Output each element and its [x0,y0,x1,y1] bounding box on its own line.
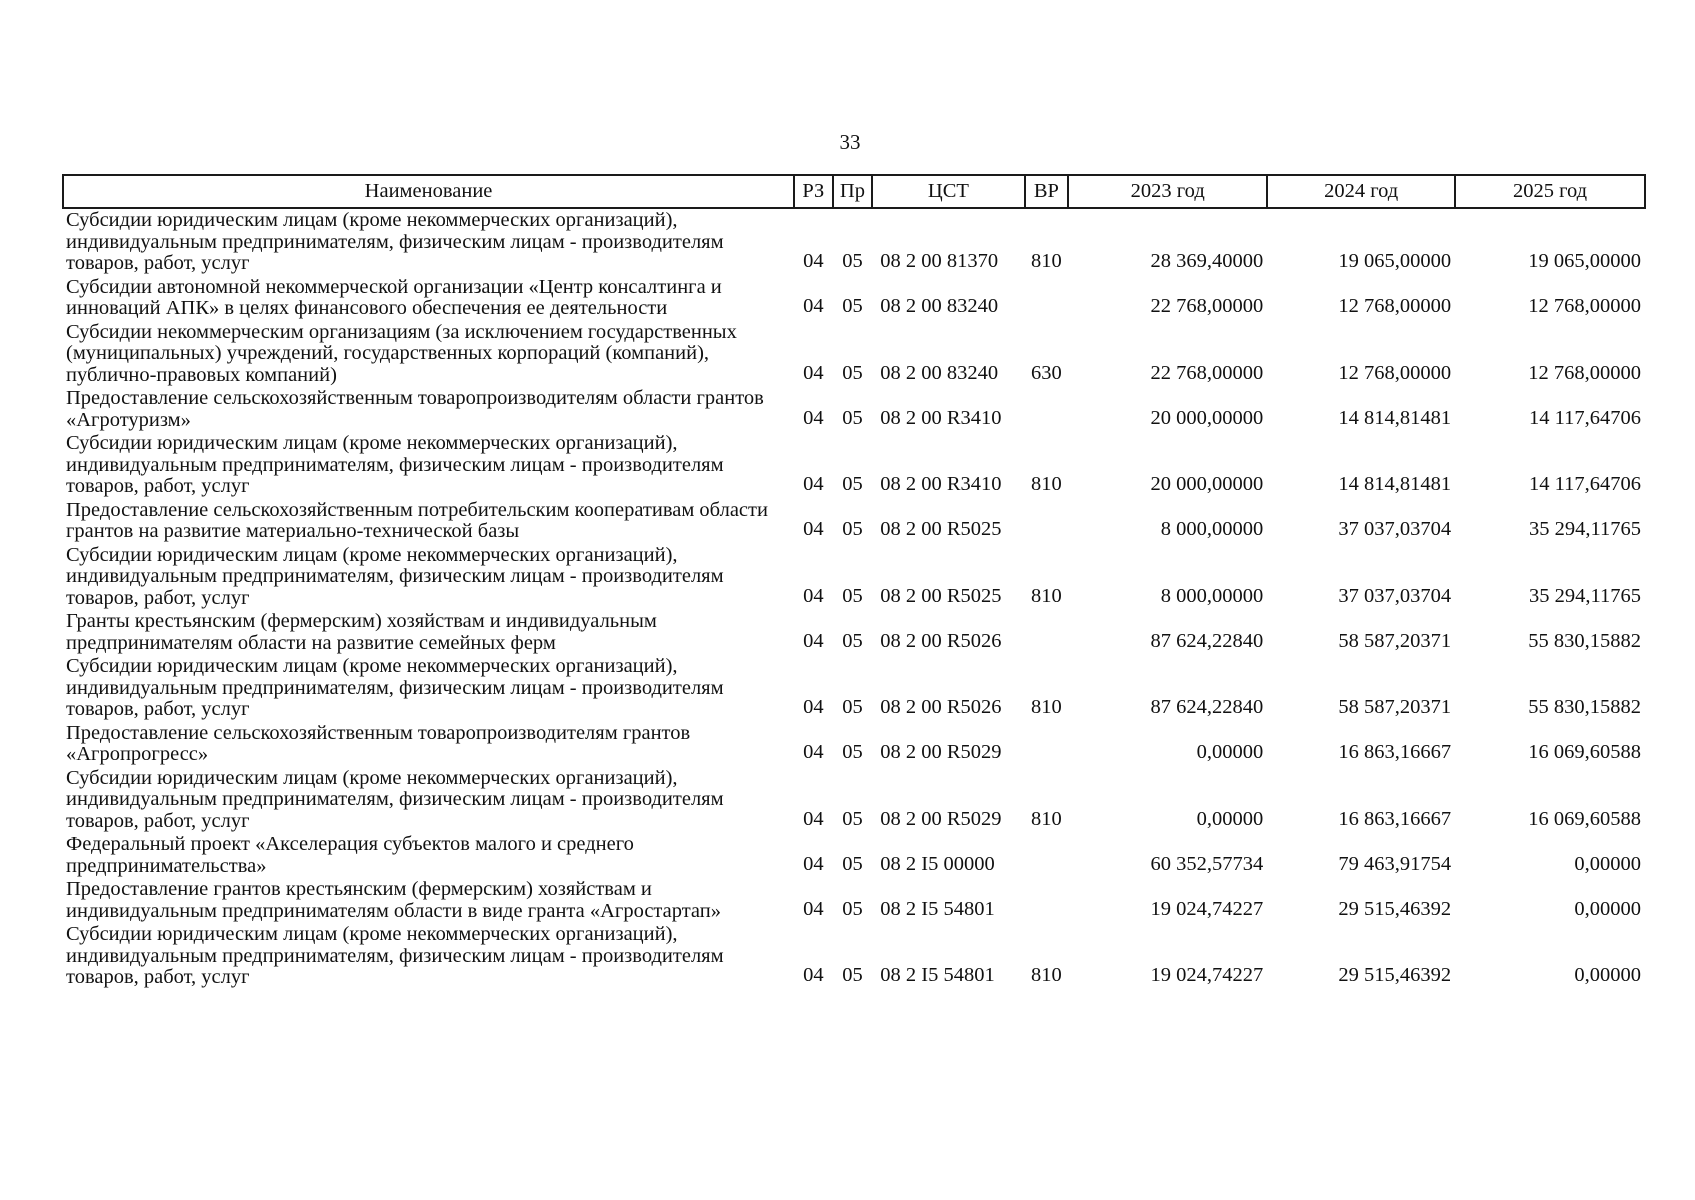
table-row [63,387,1645,432]
row-value-2025: 0,00000 [1574,964,1641,986]
table-row [63,833,1645,878]
row-value-2023: 22 768,00000 [1150,361,1264,384]
row-name: Субсидии юридическим лицам (кроме некоммерческих организаций), индивидуальным предпринимателям, физическим лицам - производителям товаров, работ, услуг [66,923,724,988]
row-value-2025: 35 294,11765 [1529,518,1641,540]
row-pr: 05 [842,852,863,875]
table-row [63,923,1645,990]
row-value-2025: 55 830,15882 [1528,696,1641,718]
row-cst: 08 2 00 83240 [880,361,999,384]
row-value-2024: 16 863,16667 [1338,807,1452,830]
row-pr: 05 [842,964,863,986]
header-2025: 2025 год [1455,175,1645,208]
row-cst: 08 2 I5 00000 [880,852,995,875]
row-value-2025: 35 294,11765 [1529,584,1641,607]
row-value-2023: 20 000,00000 [1150,473,1264,495]
row-pr: 05 [842,696,863,718]
row-vr: 810 [1031,964,1062,986]
row-name: Гранты крестьянским (фермерским) хозяйствам и индивидуальным предпринимателям области на развитие семейных ферм [66,610,657,654]
row-value-2024: 12 768,00000 [1338,295,1452,317]
row-pr: 05 [842,295,863,317]
row-name: Предоставление сельскохозяйственным товаропроизводителям грантов «Агропрогресс» [66,721,691,765]
row-rz: 04 [803,361,824,384]
row-pr: 05 [842,473,863,495]
row-pr: 05 [842,807,863,830]
row-value-2024: 14 814,81481 [1338,406,1452,429]
row-rz: 04 [803,629,824,652]
row-value-2025: 14 117,64706 [1529,473,1641,495]
row-name: Предоставление сельскохозяйственным потребительским кооперативам области грантов на развитие материально-технической базы [66,498,768,542]
row-name: Субсидии автономной некоммерческой организации «Центр консалтинга и инноваций АПК» в целях финансового обеспечения ее деятельности [66,275,722,319]
row-rz: 04 [803,518,824,540]
page-number: 33 [839,130,861,154]
row-rz: 04 [803,584,824,607]
table-row [63,655,1645,722]
row-rz: 04 [803,964,824,986]
table-row [63,276,1645,321]
row-value-2023: 8 000,00000 [1160,584,1264,607]
row-name: Субсидии юридическим лицам (кроме некоммерческих организаций), индивидуальным предпринимателям, физическим лицам - производителям товаров, работ, услуг [66,766,724,832]
row-rz: 04 [803,473,824,495]
row-cst: 08 2 00 R5029 [880,741,1002,763]
budget-table [62,174,1646,990]
row-pr: 05 [842,518,863,540]
row-cst: 08 2 00 81370 [880,250,999,272]
row-value-2024: 29 515,46392 [1338,964,1452,986]
row-value-2023: 0,00000 [1196,741,1264,763]
row-cst: 08 2 00 R5026 [880,696,1002,718]
row-name: Субсидии некоммерческим организациям (за исключением государственных (муниципальных) учреждений, государственных корпораций (компаний), публично-правовых компаний) [66,320,737,386]
row-vr [1025,499,1069,544]
row-cst: 08 2 00 R3410 [880,473,1002,495]
row-value-2025: 19 065,00000 [1528,250,1641,272]
row-cst: 08 2 00 R3410 [880,406,1002,429]
row-value-2023: 87 624,22840 [1150,696,1264,718]
table-row [63,767,1645,834]
row-value-2024: 19 065,00000 [1338,250,1452,272]
row-name: Субсидии юридическим лицам (кроме некоммерческих организаций), индивидуальным предпринимателям, физическим лицам - производителям товаров, работ, услуг [66,209,724,274]
row-pr: 05 [842,584,863,607]
row-cst: 08 2 I5 54801 [880,964,995,986]
row-value-2023: 28 369,40000 [1150,250,1264,272]
row-name: Субсидии юридическим лицам (кроме некоммерческих организаций), индивидуальным предпринимателям, физическим лицам - производителям товаров, работ, услуг [66,543,724,609]
row-rz: 04 [803,250,824,272]
row-rz: 04 [803,295,824,317]
table-row [63,544,1645,611]
table-row [63,722,1645,767]
row-value-2023: 60 352,57734 [1150,852,1264,875]
row-value-2025: 14 117,64706 [1529,406,1641,429]
row-value-2023: 87 624,22840 [1150,629,1264,652]
header-pr: Пр [833,175,873,208]
row-vr [1025,878,1069,923]
row-value-2024: 37 037,03704 [1338,518,1452,540]
header-cst: ЦСТ [872,175,1024,208]
row-value-2023: 22 768,00000 [1150,295,1264,317]
row-vr: 810 [1031,473,1062,495]
table-row [63,610,1645,655]
row-value-2025: 0,00000 [1574,852,1641,875]
row-value-2023: 20 000,00000 [1150,406,1264,429]
row-rz: 04 [803,807,824,830]
table-row [63,878,1645,923]
table-row [63,208,1645,276]
row-vr [1025,833,1069,878]
row-pr: 05 [842,741,863,763]
row-cst: 08 2 00 R5025 [880,518,1002,540]
row-value-2023: 8 000,00000 [1160,518,1264,540]
row-name: Предоставление грантов крестьянским (фермерским) хозяйствам и индивидуальным предпринимателям области в виде гранта «Агростартап» [66,878,721,922]
row-value-2024: 58 587,20371 [1338,629,1452,652]
row-value-2024: 12 768,00000 [1338,361,1452,384]
row-pr: 05 [842,250,863,272]
header-vr: ВР [1025,175,1069,208]
header-2023: 2023 год [1068,175,1267,208]
header-name: Наименование [63,175,794,208]
row-value-2024: 29 515,46392 [1338,897,1452,920]
row-name: Субсидии юридическим лицам (кроме некоммерческих организаций), индивидуальным предпринимателям, физическим лицам - производителям товаров, работ, услуг [66,655,724,720]
header-2024: 2024 год [1267,175,1455,208]
row-value-2025: 55 830,15882 [1528,629,1641,652]
row-name: Субсидии юридическим лицам (кроме некоммерческих организаций), индивидуальным предпринимателям, физическим лицам - производителям товаров, работ, услуг [66,432,724,497]
row-cst: 08 2 00 R5025 [880,584,1002,607]
row-pr: 05 [842,897,863,920]
row-name: Федеральный проект «Акселерация субъектов малого и среднего предпринимательства» [66,833,634,877]
row-value-2025: 12 768,00000 [1528,295,1641,317]
row-pr: 05 [842,361,863,384]
row-cst: 08 2 00 R5029 [880,807,1002,830]
row-pr: 05 [842,629,863,652]
row-vr [1025,610,1069,655]
row-value-2025: 16 069,60588 [1528,741,1641,763]
row-rz: 04 [803,406,824,429]
row-value-2023: 19 024,74227 [1150,964,1264,986]
row-value-2024: 79 463,91754 [1338,852,1452,875]
header-rz: РЗ [794,175,833,208]
row-rz: 04 [803,696,824,718]
row-pr: 05 [842,406,863,429]
table-row [63,432,1645,499]
row-cst: 08 2 00 83240 [880,295,999,317]
row-value-2024: 58 587,20371 [1338,696,1452,718]
row-vr: 630 [1031,361,1062,384]
row-value-2025: 0,00000 [1574,897,1641,920]
table-header-row [63,175,1645,208]
row-value-2023: 19 024,74227 [1150,897,1264,920]
table-row [63,499,1645,544]
row-name: Предоставление сельскохозяйственным товаропроизводителям области грантов «Агротуризм» [66,387,764,431]
row-value-2025: 12 768,00000 [1528,361,1641,384]
row-rz: 04 [803,852,824,875]
row-vr: 810 [1031,584,1062,607]
row-value-2024: 14 814,81481 [1338,473,1452,495]
row-vr [1025,276,1069,321]
row-rz: 04 [803,741,824,763]
row-vr [1025,722,1069,767]
row-cst: 08 2 I5 54801 [880,897,995,920]
row-value-2024: 37 037,03704 [1338,584,1452,607]
row-value-2025: 16 069,60588 [1528,807,1641,830]
row-vr [1025,387,1069,432]
row-vr: 810 [1031,807,1062,830]
row-rz: 04 [803,897,824,920]
row-vr: 810 [1031,250,1062,272]
row-value-2023: 0,00000 [1196,807,1264,830]
row-cst: 08 2 00 R5026 [880,629,1002,652]
table-row [63,321,1645,388]
row-vr: 810 [1031,696,1062,718]
row-value-2024: 16 863,16667 [1338,741,1452,763]
